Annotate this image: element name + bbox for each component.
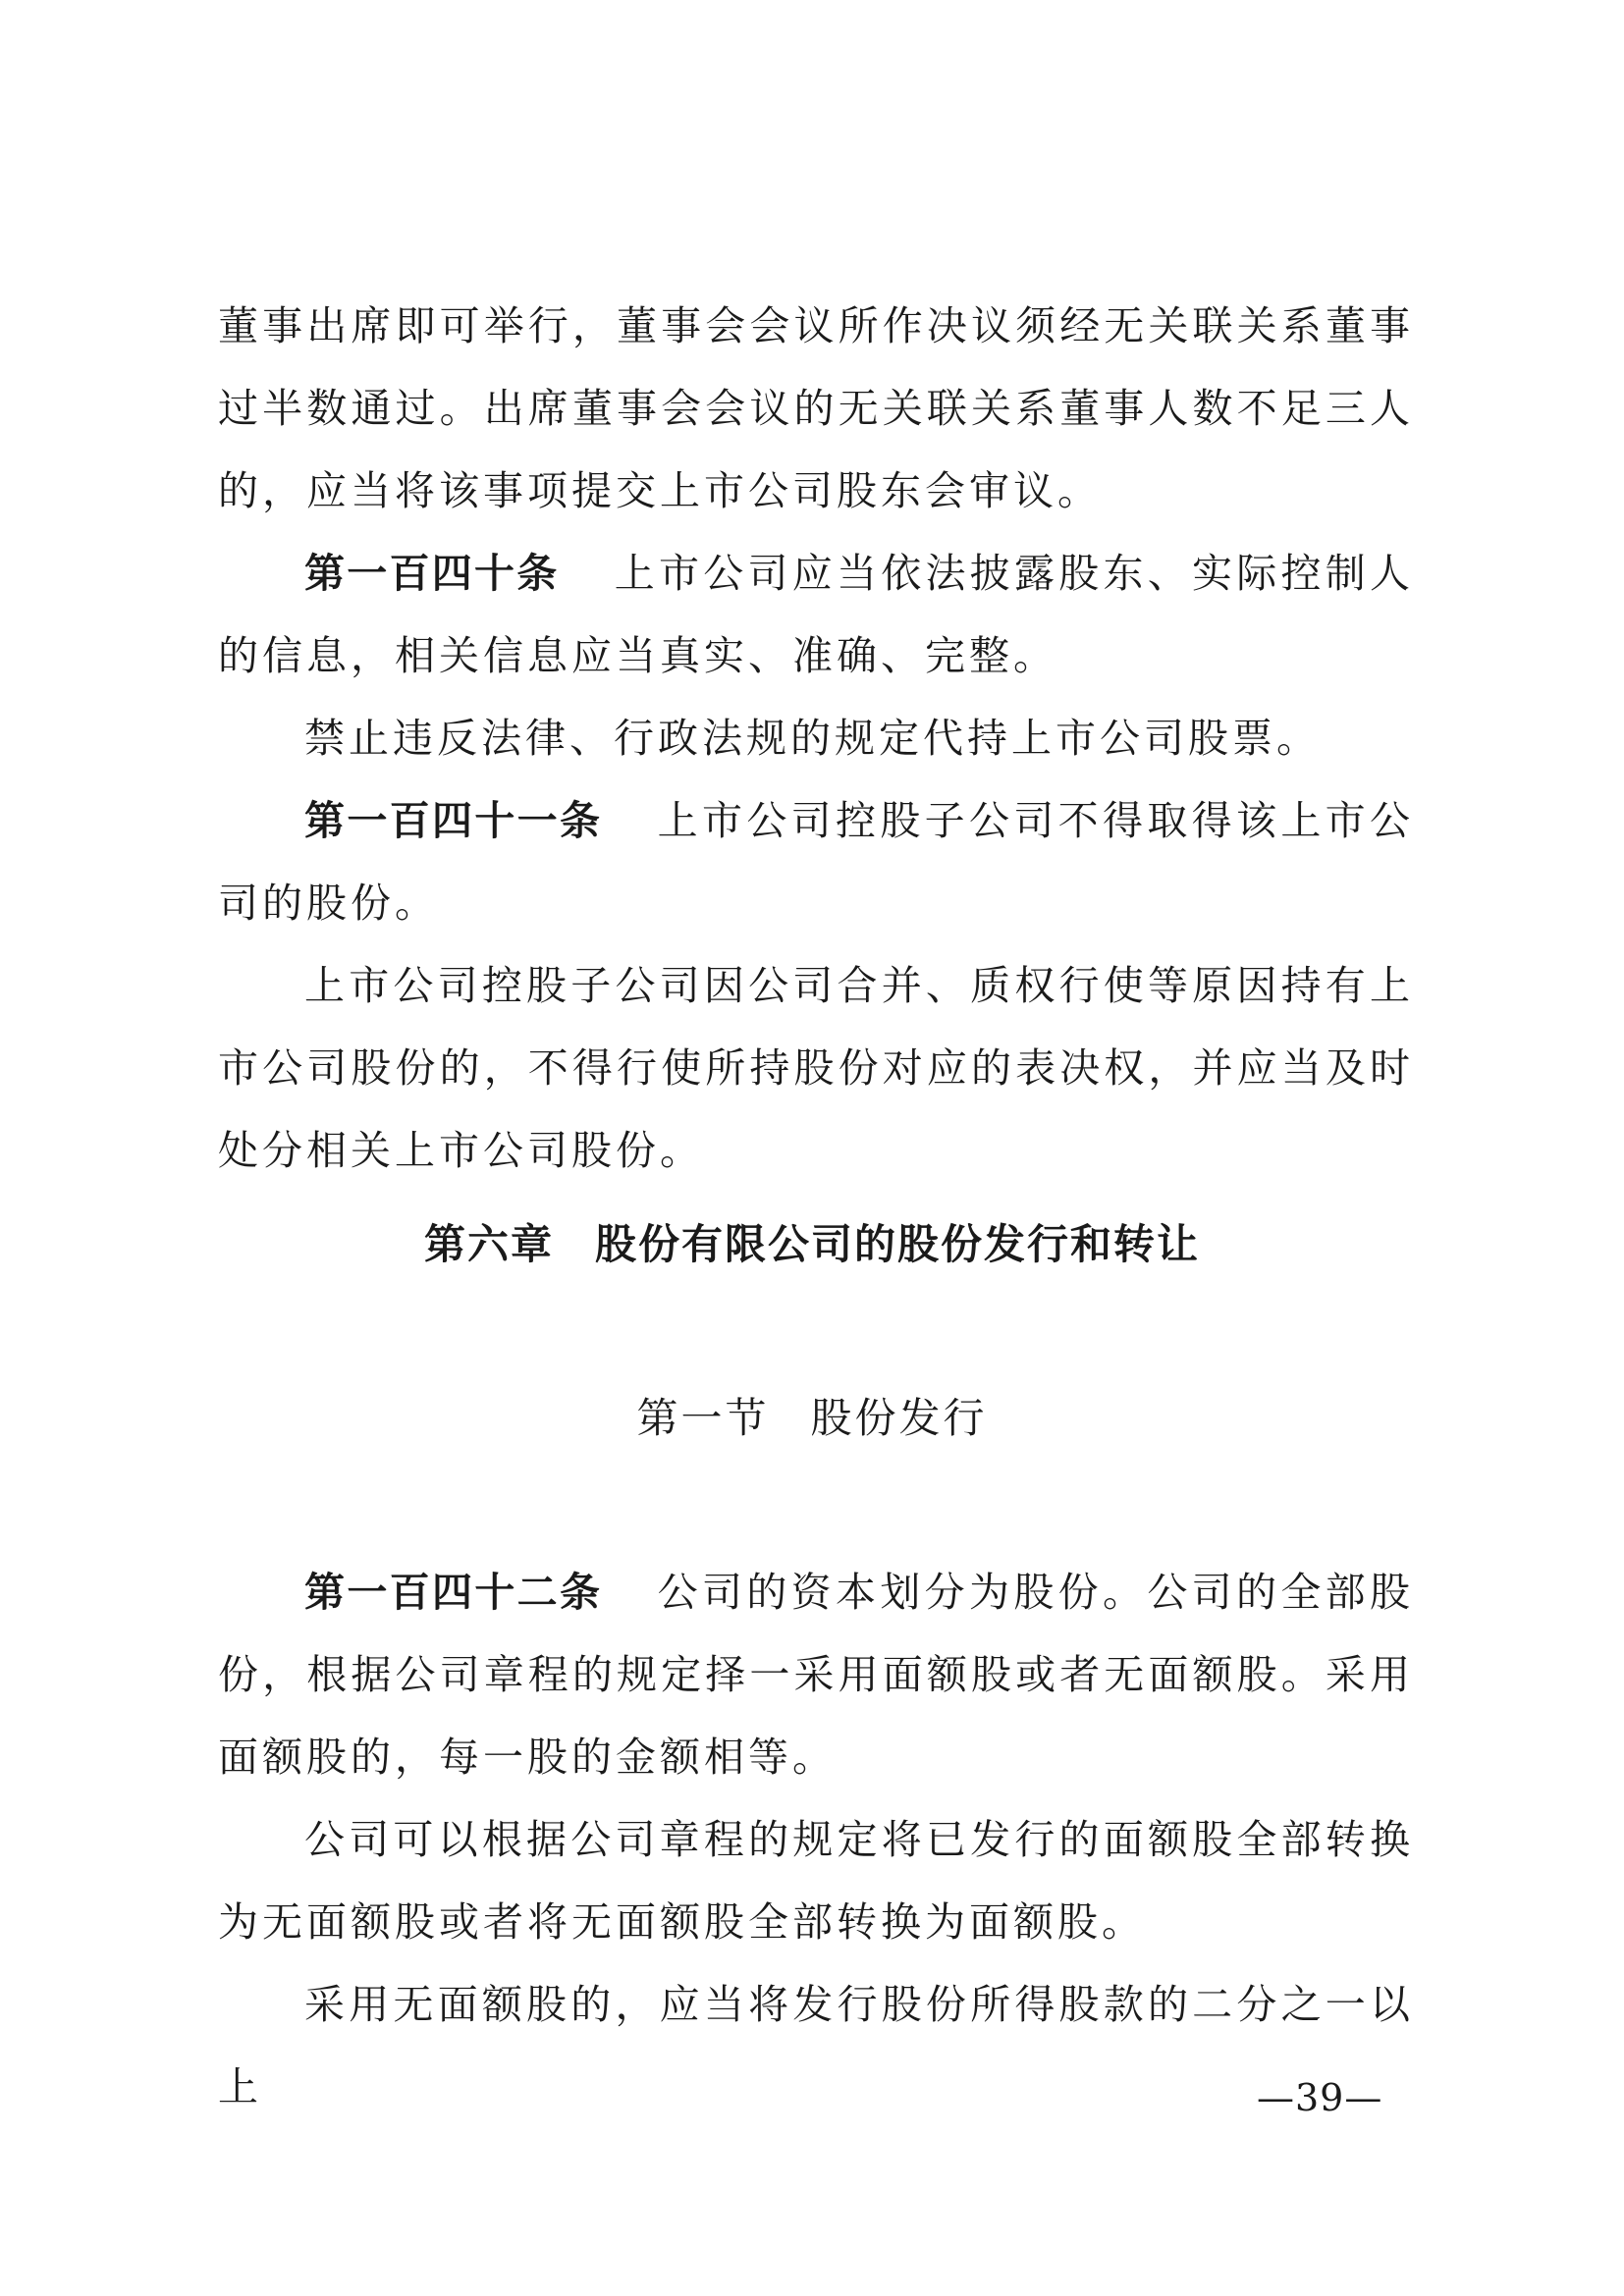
article-141-paragraph-2: 上市公司控股子公司因公司合并、质权行使等原因持有上市公司股份的，不得行使所持股份对应的表决权，并应当及时处分相关上市公司股份。 xyxy=(218,962,1414,1174)
chapter-title: 股份有限公司的股份发行和转让 xyxy=(595,1220,1201,1268)
article-140-text: 上市公司应当依法披露股东、实际控制人的信息，相关信息应当真实、准确、完整。 xyxy=(218,550,1414,679)
article-text-bottom xyxy=(218,1551,1414,2128)
section-title: 股份发行 xyxy=(810,1394,988,1442)
article-140-paragraph-2: 禁止违反法律、行政法规的规定代持上市公司股票。 xyxy=(304,715,1321,762)
article-141 xyxy=(218,779,1414,944)
article-141-label: 第一百四十一条 xyxy=(304,797,603,844)
article-142-paragraph-2: 公司可以根据公司章程的规定将已发行的面额股全部转换为无面额股或者将无面额股全部转换为面额股。 xyxy=(218,1816,1414,1946)
section-heading xyxy=(0,1377,1624,1460)
article-141-text: 上市公司控股子公司不得取得该上市公司的股份。 xyxy=(218,797,1415,927)
section-number: 第一节 xyxy=(636,1394,770,1442)
article-text-top xyxy=(218,285,1414,1192)
chapter-number: 第六章 xyxy=(423,1220,554,1268)
paragraph-continued: 董事出席即可举行，董事会会议所作决议须经无关联关系董事过半数通过。出席董事会会议的无关联关系董事人数不足三人的，应当将该事项提交上市公司股东会审议。 xyxy=(218,302,1414,514)
article-142-label: 第一百四十二条 xyxy=(304,1569,603,1616)
chapter-heading xyxy=(0,1203,1624,1286)
article-140 xyxy=(218,532,1414,697)
article-142-text: 公司的资本划分为股份。公司的全部股份，根据公司章程的规定择一采用面额股或者无面额股。采用面额股的，每一股的金额相等。 xyxy=(218,1569,1415,1781)
article-140-label: 第一百四十条 xyxy=(304,550,560,597)
article-142-paragraph-3: 采用无面额股的，应当将发行股份所得股款的二分之一以上 xyxy=(218,1981,1414,2110)
article-142 xyxy=(218,1551,1414,1798)
page-number: —39— xyxy=(1257,2076,1383,2119)
